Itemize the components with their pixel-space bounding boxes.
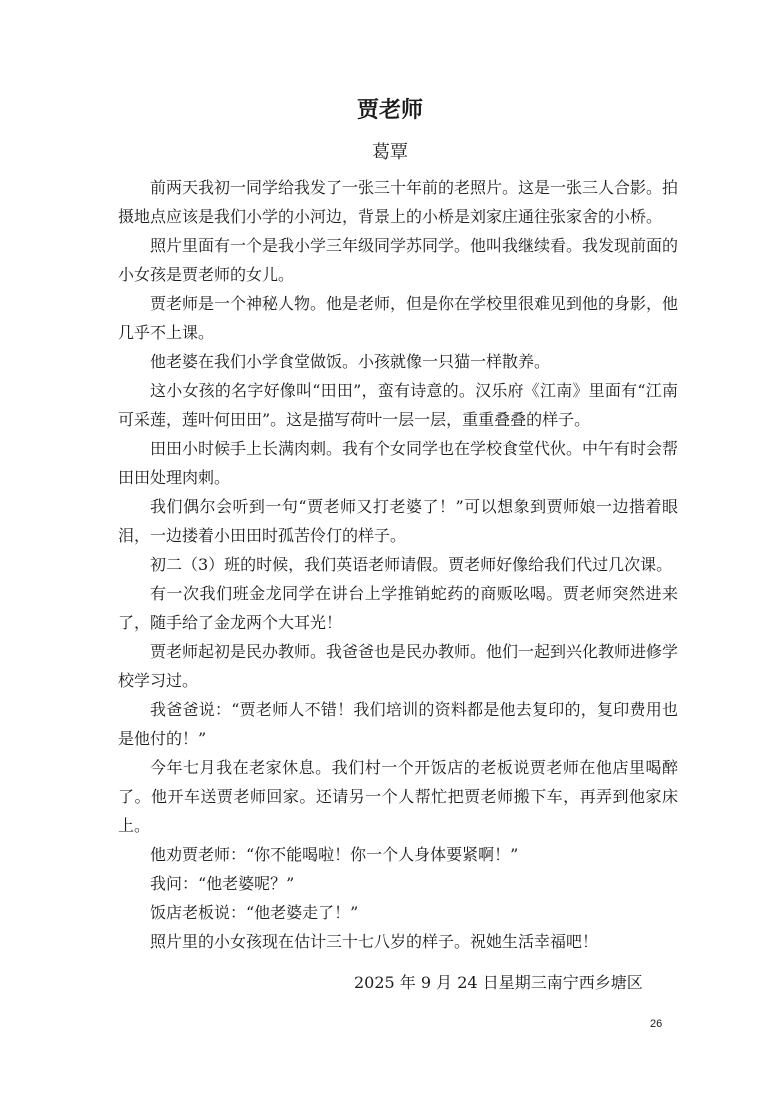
date-location-line: 2025 年 9 月 24 日星期三南宁西乡塘区 bbox=[354, 973, 643, 992]
document-title: 贾老师 bbox=[356, 98, 423, 123]
paragraph: 饭店老板说：“他老婆走了！” bbox=[150, 903, 359, 922]
paragraph: 今年七月我在老家休息。我们村一个开饭店的老板说贾老师在他店里喝醉了。他开车送贾老师回家。还请另一个人帮忙把贾老师搬下车，再弄到他家床上。 bbox=[118, 758, 678, 835]
paragraph: 贾老师是一个神秘人物。他是老师，但是你在学校里很难见到他的身影，他几乎不上课。 bbox=[118, 294, 679, 342]
paragraph: 照片里的小女孩现在估计三十七八岁的样子。祝她生活幸福吧！ bbox=[150, 932, 599, 951]
paragraph: 照片里面有一个是我小学三年级同学苏同学。他叫我继续看。我发现前面的小女孩是贾老师的女儿。 bbox=[118, 236, 679, 284]
page-number: 26 bbox=[650, 1018, 663, 1030]
article-body bbox=[118, 173, 678, 956]
paragraph: 初二（3）班的时候，我们英语老师请假。贾老师好像给我们代过几次课。 bbox=[150, 555, 673, 574]
paragraph: 他劝贾老师：“你不能喝啦！你一个人身体要紧啊！” bbox=[150, 845, 519, 864]
author-name: 葛覃 bbox=[372, 142, 408, 163]
paragraph: 我问：“他老婆呢？” bbox=[150, 874, 295, 893]
paragraph: 这小女孩的名字好像叫“田田”，蛮有诗意的。汉乐府《江南》里面有“江南可采莲，莲叶何田田”。这是描写荷叶一层一层，重重叠叠的样子。 bbox=[118, 381, 678, 429]
paragraph: 贾老师起初是民办教师。我爸爸也是民办教师。他们一起到兴化教师进修学校学习过。 bbox=[118, 642, 679, 690]
paragraph: 我们偶尔会听到一句“贾老师又打老婆了！”可以想象到贾师娘一边揩着眼泪，一边搂着小田田时孤苦伶仃的样子。 bbox=[118, 497, 678, 545]
paragraph: 田田小时候手上长满肉刺。我有个女同学也在学校食堂代伙。中午有时会帮田田处理肉刺。 bbox=[118, 439, 679, 487]
paragraph: 有一次我们班金龙同学在讲台上学推销蛇药的商贩吆喝。贾老师突然进来了，随手给了金龙两个大耳光！ bbox=[118, 584, 678, 632]
paragraph: 前两天我初一同学给我发了一张三十年前的老照片。这是一张三人合影。拍摄地点应该是我们小学的小河边，背景上的小桥是刘家庄通往张家舍的小桥。 bbox=[118, 178, 679, 226]
paragraph: 我爸爸说：“贾老师人不错！我们培训的资料都是他去复印的，复印费用也是他付的！” bbox=[118, 700, 678, 748]
paragraph: 他老婆在我们小学食堂做饭。小孩就像一只猫一样散养。 bbox=[150, 352, 551, 371]
